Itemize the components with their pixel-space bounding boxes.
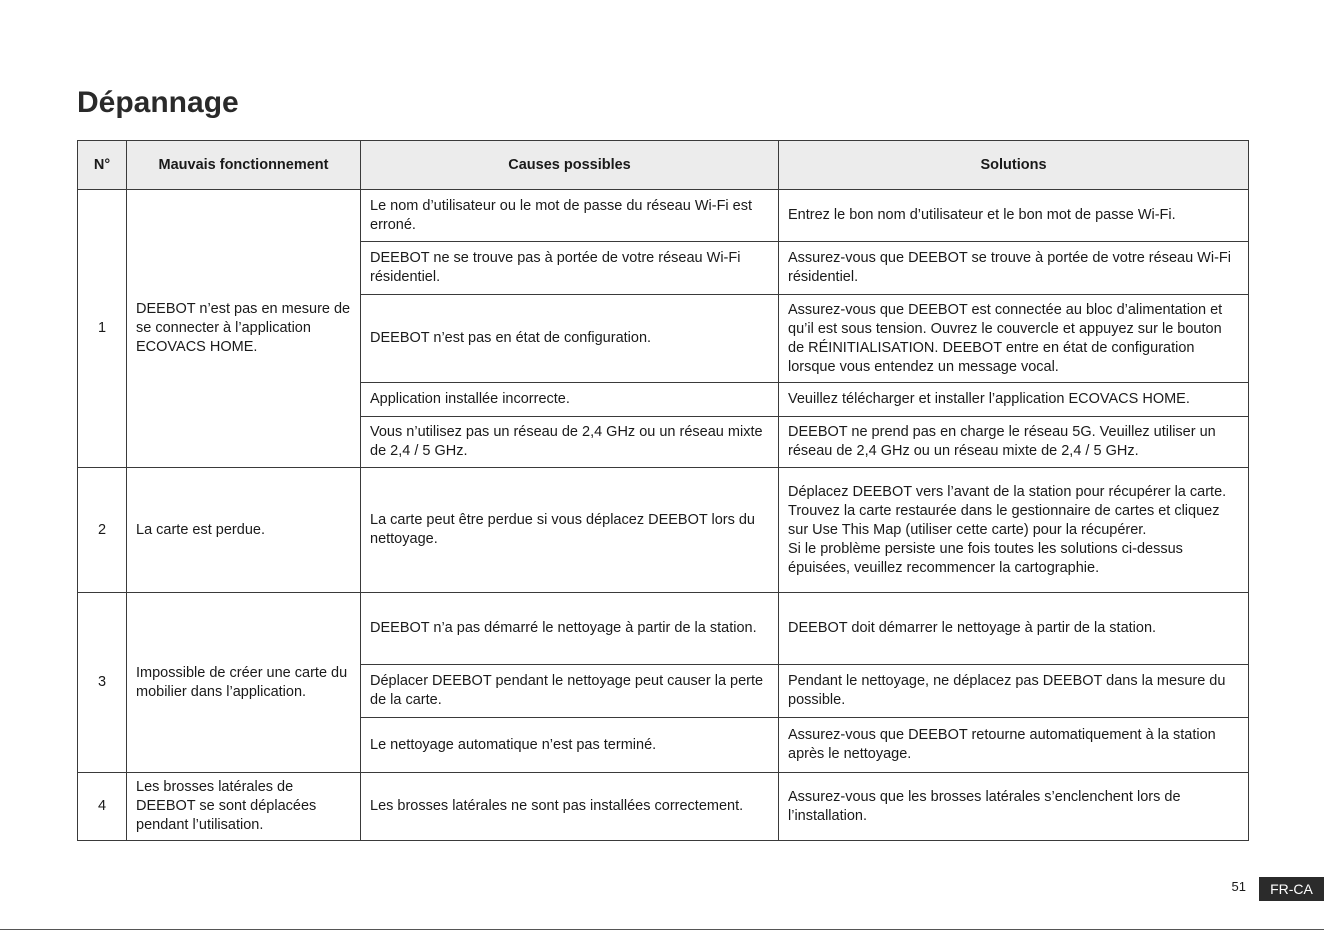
- table-row: [78, 773, 1249, 841]
- language-badge: FR-CA: [1259, 877, 1324, 901]
- table-header: [78, 141, 1249, 190]
- solution-cell: DEEBOT ne prend pas en charge le réseau 5G. Veuillez utiliser un réseau de 2,4 GHz ou un réseau mixte de 2,4 / 5 GHz.: [779, 417, 1249, 468]
- cause-cell: Le nettoyage automatique n’est pas terminé.: [361, 718, 779, 773]
- row-number: 3: [78, 593, 127, 773]
- cause-cell: La carte peut être perdue si vous déplacez DEEBOT lors du nettoyage.: [361, 468, 779, 593]
- solution-cell: Assurez-vous que DEEBOT se trouve à portée de votre réseau Wi-Fi résidentiel.: [779, 242, 1249, 295]
- cause-cell: Les brosses latérales ne sont pas installées correctement.: [361, 773, 779, 841]
- solution-cell: Déplacez DEEBOT vers l’avant de la station pour récupérer la carte. Trouvez la carte restaurée dans le gestionnaire de cartes et cliquez sur Use This Map (utiliser cette carte) pour la récupérer. Si le problème persiste une fois toutes les solutions ci-dessus épuisées, veuillez recommencer la cartographie.: [779, 468, 1249, 593]
- malfunction-cell: DEEBOT n’est pas en mesure de se connecter à l’application ECOVACS HOME.: [127, 190, 361, 468]
- cause-cell: DEEBOT ne se trouve pas à portée de votre réseau Wi-Fi résidentiel.: [361, 242, 779, 295]
- page-number: 51: [1231, 879, 1246, 894]
- header-number: N°: [78, 141, 127, 190]
- table-row: [78, 190, 1249, 242]
- header-malfunction: Mauvais fonctionnement: [127, 141, 361, 190]
- cause-cell: Vous n’utilisez pas un réseau de 2,4 GHz ou un réseau mixte de 2,4 / 5 GHz.: [361, 417, 779, 468]
- solution-cell: Pendant le nettoyage, ne déplacez pas DEEBOT dans la mesure du possible.: [779, 665, 1249, 718]
- table-row: [78, 468, 1249, 593]
- header-causes: Causes possibles: [361, 141, 779, 190]
- solution-cell: Assurez-vous que DEEBOT retourne automatiquement à la station après le nettoyage.: [779, 718, 1249, 773]
- troubleshooting-table: [77, 140, 1249, 841]
- row-number: 2: [78, 468, 127, 593]
- row-number: 4: [78, 773, 127, 841]
- malfunction-cell: Les brosses latérales de DEEBOT se sont déplacées pendant l’utilisation.: [127, 773, 361, 841]
- header-row: [78, 141, 1249, 190]
- header-solutions: Solutions: [779, 141, 1249, 190]
- cause-cell: Application installée incorrecte.: [361, 383, 779, 417]
- malfunction-cell: La carte est perdue.: [127, 468, 361, 593]
- malfunction-cell: Impossible de créer une carte du mobilier dans l’application.: [127, 593, 361, 773]
- solution-cell: Veuillez télécharger et installer l’application ECOVACS HOME.: [779, 383, 1249, 417]
- solution-cell: Entrez le bon nom d’utilisateur et le bon mot de passe Wi-Fi.: [779, 190, 1249, 242]
- page-title: Dépannage: [77, 86, 239, 119]
- solution-cell: DEEBOT doit démarrer le nettoyage à partir de la station.: [779, 593, 1249, 665]
- cause-cell: Déplacer DEEBOT pendant le nettoyage peut causer la perte de la carte.: [361, 665, 779, 718]
- footer-divider: [0, 929, 1324, 930]
- solution-cell: Assurez-vous que DEEBOT est connectée au bloc d’alimentation et qu’il est sous tension. Ouvrez le couvercle et appuyez sur le bouton de RÉINITIALISATION. DEEBOT entre en état de configuration lorsque vous entendez un message vocal.: [779, 295, 1249, 383]
- cause-cell: DEEBOT n’a pas démarré le nettoyage à partir de la station.: [361, 593, 779, 665]
- cause-cell: Le nom d’utilisateur ou le mot de passe du réseau Wi-Fi est erroné.: [361, 190, 779, 242]
- table-body: [78, 190, 1249, 841]
- cause-cell: DEEBOT n’est pas en état de configuration.: [361, 295, 779, 383]
- solution-cell: Assurez-vous que les brosses latérales s’enclenchent lors de l’installation.: [779, 773, 1249, 841]
- table-row: [78, 593, 1249, 665]
- row-number: 1: [78, 190, 127, 468]
